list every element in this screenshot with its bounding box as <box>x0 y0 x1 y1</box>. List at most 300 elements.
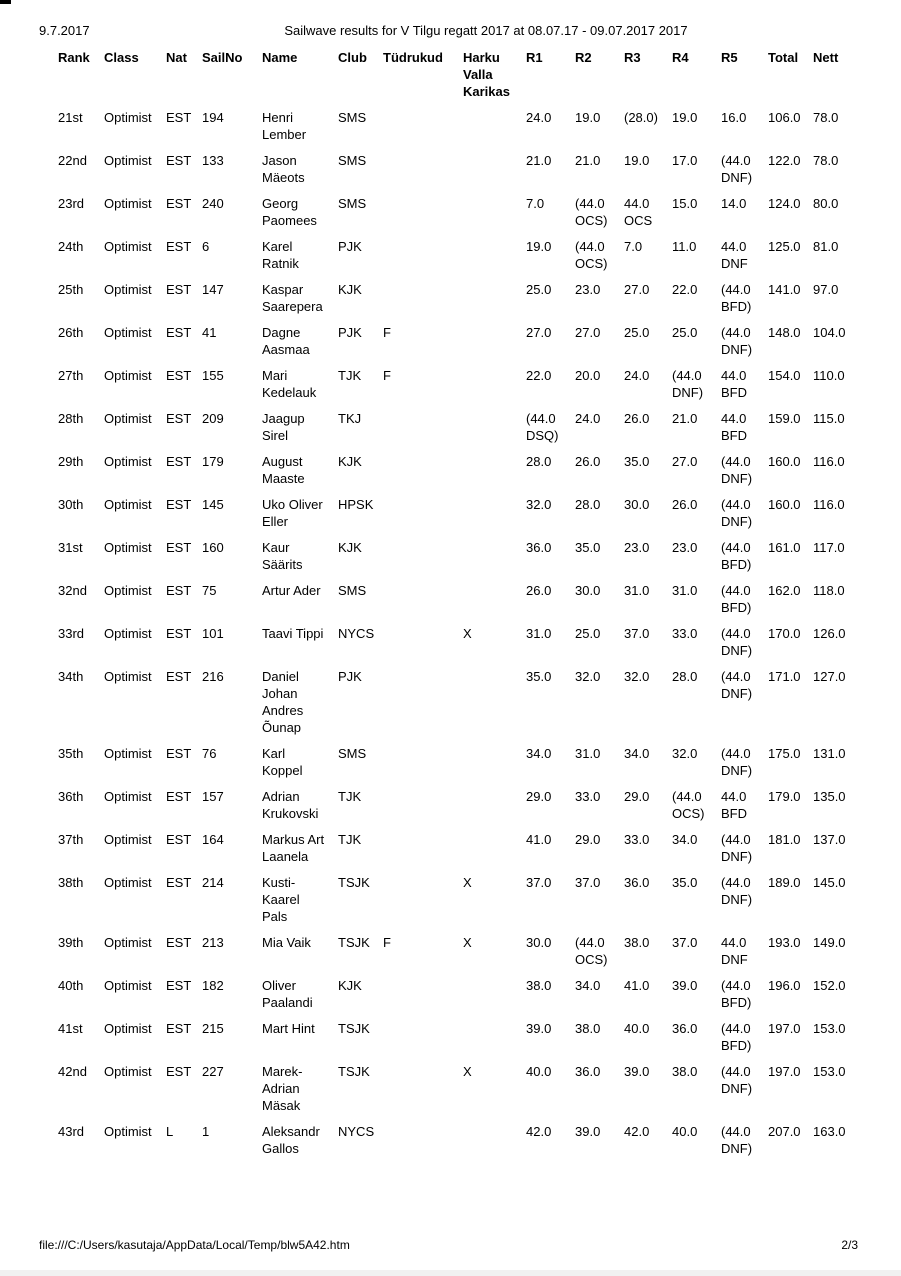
cell-tudrukud <box>383 152 463 195</box>
cell-r5: (44.0 DNF) <box>721 325 753 357</box>
cell-tudrukud <box>383 539 463 582</box>
cell-club: SMS <box>338 583 367 598</box>
cell-r2: 34.0 <box>575 978 601 993</box>
cell-total: 161.0 <box>768 540 801 555</box>
cell-total: 125.0 <box>768 239 801 254</box>
cell-r2: 28.0 <box>575 497 601 512</box>
cell-class: Optimist <box>104 196 152 211</box>
cell-r4: 33.0 <box>672 626 698 641</box>
cell-r3: 27.0 <box>624 282 650 297</box>
cell-r5: 44.0 BFD <box>721 789 747 821</box>
cell-rank: 33rd <box>58 626 85 641</box>
cell-sailno: 216 <box>202 669 224 684</box>
cell-name: Oliver Paalandi <box>262 978 313 1010</box>
cell-r4: 11.0 <box>672 239 697 254</box>
cell-name: Mia Vaik <box>262 935 311 950</box>
table-row <box>58 745 858 788</box>
cell-nett: 118.0 <box>813 583 845 598</box>
cell-r5: 44.0 BFD <box>721 368 747 400</box>
cell-r4: 21.0 <box>672 411 698 426</box>
cell-tudrukud <box>383 745 463 788</box>
column-header-class: Class <box>104 50 139 65</box>
cell-r4: (44.0 OCS) <box>672 789 705 821</box>
cell-r3: (28.0) <box>624 110 658 125</box>
cell-nett: 116.0 <box>813 454 845 469</box>
cell-r1: (44.0 DSQ) <box>526 411 559 443</box>
page-title: Sailwave results for V Tilgu regatt 2017 at 08.07.17 - 09.07.2017 2017 <box>284 23 688 38</box>
cell-r5: (44.0 BFD) <box>721 978 752 1010</box>
table-row <box>58 410 858 453</box>
cell-r5: 14.0 <box>721 196 747 211</box>
cell-sailno: 1 <box>202 1124 210 1139</box>
cell-harku-valla-karikas <box>463 453 526 496</box>
cell-class: Optimist <box>104 935 152 950</box>
table-row <box>58 152 858 195</box>
cell-r5: (44.0 DNF) <box>721 153 753 185</box>
cell-r5: (44.0 DNF) <box>721 875 753 907</box>
cell-total: 181.0 <box>768 832 801 847</box>
column-header-r4: R4 <box>672 50 689 65</box>
cell-r1: 7.0 <box>526 196 545 211</box>
cell-r1: 35.0 <box>526 669 552 684</box>
cell-nat: EST <box>166 540 192 555</box>
cell-tudrukud <box>383 1020 463 1063</box>
cell-name: Karel Ratnik <box>262 239 299 271</box>
cell-class: Optimist <box>104 540 152 555</box>
cell-nett: 145.0 <box>813 875 846 890</box>
cell-name: Artur Ader <box>262 583 321 598</box>
column-header-name: Name <box>262 50 298 65</box>
column-header-sailno: SailNo <box>202 50 243 65</box>
cell-r3: 23.0 <box>624 540 650 555</box>
cell-r4: 22.0 <box>672 282 698 297</box>
cell-nett: 152.0 <box>813 978 846 993</box>
cell-nat: EST <box>166 368 192 383</box>
cell-club: KJK <box>338 454 362 469</box>
cell-r3: 29.0 <box>624 789 650 804</box>
cell-r1: 24.0 <box>526 110 552 125</box>
table-row <box>58 109 858 152</box>
cell-nett: 97.0 <box>813 282 839 297</box>
cell-club: KJK <box>338 978 362 993</box>
cell-club: TSJK <box>338 875 370 890</box>
header-row <box>58 49 858 109</box>
cell-r5: 44.0 BFD <box>721 411 747 443</box>
cell-harku-valla-karikas <box>463 1020 526 1063</box>
cell-r5: (44.0 DNF) <box>721 454 753 486</box>
cell-r4: 31.0 <box>672 583 698 598</box>
cell-sailno: 76 <box>202 746 217 761</box>
cell-r1: 39.0 <box>526 1021 552 1036</box>
cell-rank: 41st <box>58 1021 83 1036</box>
cell-name: Adrian Krukovski <box>262 789 319 821</box>
table-row <box>58 977 858 1020</box>
cell-r2: 19.0 <box>575 110 601 125</box>
cell-r3: 42.0 <box>624 1124 650 1139</box>
cell-r2: 25.0 <box>575 626 601 641</box>
cell-name: Daniel Johan Andres Õunap <box>262 669 304 735</box>
cell-club: TJK <box>338 368 362 383</box>
page-footer <box>39 1238 858 1252</box>
cell-total: 122.0 <box>768 153 801 168</box>
table-row <box>58 788 858 831</box>
cell-r4: 40.0 <box>672 1124 698 1139</box>
cell-class: Optimist <box>104 110 152 125</box>
cell-r4: 26.0 <box>672 497 698 512</box>
cell-r4: 15.0 <box>672 196 698 211</box>
cell-nett: 117.0 <box>813 540 845 555</box>
cell-class: Optimist <box>104 669 152 684</box>
cell-tudrukud <box>383 238 463 281</box>
cell-sailno: 147 <box>202 282 224 297</box>
cell-class: Optimist <box>104 978 152 993</box>
table-row <box>58 238 858 281</box>
cell-nat: EST <box>166 497 192 512</box>
cell-r1: 21.0 <box>526 153 552 168</box>
cell-r1: 42.0 <box>526 1124 552 1139</box>
cell-r1: 25.0 <box>526 282 552 297</box>
cell-name: Kaur Säärits <box>262 540 303 572</box>
cell-r1: 34.0 <box>526 746 552 761</box>
cell-harku-valla-karikas <box>463 977 526 1020</box>
cell-r4: 23.0 <box>672 540 698 555</box>
cell-rank: 29th <box>58 454 84 469</box>
cell-club: TKJ <box>338 411 362 426</box>
table-row <box>58 874 858 934</box>
cell-nat: EST <box>166 282 192 297</box>
cell-harku-valla-karikas <box>463 367 526 410</box>
cell-total: 189.0 <box>768 875 801 890</box>
column-header-r1: R1 <box>526 50 543 65</box>
cell-r5: (44.0 BFD) <box>721 282 752 314</box>
cell-club: KJK <box>338 540 362 555</box>
cell-r5: (44.0 DNF) <box>721 746 753 778</box>
cell-class: Optimist <box>104 282 152 297</box>
cell-sailno: 155 <box>202 368 224 383</box>
cell-rank: 39th <box>58 935 84 950</box>
cell-r2: 31.0 <box>575 746 601 761</box>
cell-class: Optimist <box>104 454 152 469</box>
cell-harku-valla-karikas <box>463 1123 526 1166</box>
cell-rank: 32nd <box>58 583 87 598</box>
cell-name: Kusti-Kaarel Pals <box>262 875 300 924</box>
cell-r3: 38.0 <box>624 935 650 950</box>
page-edge-strip <box>0 1270 901 1276</box>
cell-r4: 32.0 <box>672 746 698 761</box>
cell-sailno: 227 <box>202 1064 224 1079</box>
cell-nett: 80.0 <box>813 196 839 211</box>
table-row <box>58 625 858 668</box>
column-header-club: Club <box>338 50 367 65</box>
cell-total: 124.0 <box>768 196 801 211</box>
cell-total: 159.0 <box>768 411 801 426</box>
cell-club: TJK <box>338 832 362 847</box>
cell-class: Optimist <box>104 1064 152 1079</box>
cell-r1: 38.0 <box>526 978 552 993</box>
cell-class: Optimist <box>104 153 152 168</box>
cell-r2: 29.0 <box>575 832 601 847</box>
cell-name: August Maaste <box>262 454 305 486</box>
cell-tudrukud <box>383 195 463 238</box>
column-header-nett: Nett <box>813 50 839 65</box>
cell-total: 160.0 <box>768 454 801 469</box>
cell-class: Optimist <box>104 368 152 383</box>
column-header-total: Total <box>768 50 799 65</box>
cell-r5: (44.0 DNF) <box>721 669 753 701</box>
cell-tudrukud <box>383 281 463 324</box>
cell-class: Optimist <box>104 832 152 847</box>
cell-club: SMS <box>338 746 367 761</box>
cell-total: 207.0 <box>768 1124 801 1139</box>
cell-club: TSJK <box>338 935 370 950</box>
cell-total: 160.0 <box>768 497 801 512</box>
table-row <box>58 934 858 977</box>
cell-tudrukud <box>383 625 463 668</box>
cell-class: Optimist <box>104 875 152 890</box>
cell-r1: 36.0 <box>526 540 552 555</box>
cell-tudrukud <box>383 1123 463 1166</box>
cell-r3: 33.0 <box>624 832 650 847</box>
cell-sailno: 101 <box>202 626 224 641</box>
cell-r2: 32.0 <box>575 669 601 684</box>
cell-sailno: 157 <box>202 789 224 804</box>
cell-r1: 27.0 <box>526 325 552 340</box>
cell-sailno: 213 <box>202 935 224 950</box>
cell-r4: 36.0 <box>672 1021 698 1036</box>
cell-sailno: 179 <box>202 454 224 469</box>
cell-rank: 37th <box>58 832 84 847</box>
cell-tudrukud <box>383 109 463 152</box>
cell-sailno: 75 <box>202 583 217 598</box>
cell-harku-valla-karikas <box>463 109 526 152</box>
cell-nett: 104.0 <box>813 325 846 340</box>
cell-rank: 27th <box>58 368 84 383</box>
cell-name: Dagne Aasmaa <box>262 325 310 357</box>
cell-rank: 35th <box>58 746 84 761</box>
footer-page-number: 2/3 <box>841 1238 858 1252</box>
cell-r3: 30.0 <box>624 497 650 512</box>
cell-sailno: 182 <box>202 978 224 993</box>
cell-r2: 36.0 <box>575 1064 601 1079</box>
cell-nat: EST <box>166 110 192 125</box>
cell-name: Karl Koppel <box>262 746 303 778</box>
cell-harku-valla-karikas <box>463 582 526 625</box>
cell-tudrukud: F <box>383 935 391 950</box>
cell-r3: 44.0 OCS <box>624 196 653 228</box>
cell-tudrukud <box>383 874 463 934</box>
table-row <box>58 195 858 238</box>
cell-rank: 30th <box>58 497 84 512</box>
cell-rank: 34th <box>58 669 84 684</box>
cell-tudrukud: F <box>383 368 391 383</box>
cell-r5: 44.0 DNF <box>721 239 748 271</box>
cell-r2: 23.0 <box>575 282 601 297</box>
cell-rank: 40th <box>58 978 84 993</box>
cell-r5: (44.0 BFD) <box>721 583 752 615</box>
column-header-r2: R2 <box>575 50 592 65</box>
cell-nat: EST <box>166 454 192 469</box>
cell-club: SMS <box>338 196 367 211</box>
cell-nat: EST <box>166 1064 192 1079</box>
cell-r5: 16.0 <box>721 110 747 125</box>
cell-r5: (44.0 DNF) <box>721 832 753 864</box>
cell-rank: 21st <box>58 110 83 125</box>
cell-r1: 19.0 <box>526 239 552 254</box>
cell-name: Aleksandr Gallos <box>262 1124 320 1156</box>
cell-harku-valla-karikas: X <box>463 1064 472 1079</box>
cell-tudrukud <box>383 410 463 453</box>
cell-total: 171.0 <box>768 669 801 684</box>
cell-r5: (44.0 BFD) <box>721 1021 752 1053</box>
cell-harku-valla-karikas <box>463 238 526 281</box>
cell-r2: 20.0 <box>575 368 601 383</box>
cell-harku-valla-karikas <box>463 324 526 367</box>
cell-harku-valla-karikas <box>463 831 526 874</box>
cell-r3: 25.0 <box>624 325 650 340</box>
cell-class: Optimist <box>104 325 152 340</box>
cell-nat: EST <box>166 875 192 890</box>
scan-artifact-mark <box>0 0 11 4</box>
cell-harku-valla-karikas <box>463 496 526 539</box>
cell-club: PJK <box>338 239 362 254</box>
cell-harku-valla-karikas: X <box>463 875 472 890</box>
cell-r2: 21.0 <box>575 153 601 168</box>
cell-nett: 135.0 <box>813 789 846 804</box>
cell-harku-valla-karikas <box>463 152 526 195</box>
cell-name: Mari Kedelauk <box>262 368 317 400</box>
cell-name: Taavi Tippi <box>262 626 324 641</box>
cell-r2: 30.0 <box>575 583 601 598</box>
cell-nat: EST <box>166 832 192 847</box>
results-table <box>58 49 858 1166</box>
cell-club: PJK <box>338 669 362 684</box>
cell-r2: 38.0 <box>575 1021 601 1036</box>
cell-sailno: 214 <box>202 875 224 890</box>
cell-sailno: 194 <box>202 110 224 125</box>
cell-r1: 31.0 <box>526 626 552 641</box>
cell-harku-valla-karikas <box>463 668 526 745</box>
cell-tudrukud <box>383 831 463 874</box>
cell-r1: 32.0 <box>526 497 552 512</box>
cell-harku-valla-karikas <box>463 539 526 582</box>
cell-r4: 17.0 <box>672 153 698 168</box>
cell-harku-valla-karikas <box>463 745 526 788</box>
cell-class: Optimist <box>104 583 152 598</box>
cell-nett: 81.0 <box>813 239 839 254</box>
cell-nett: 78.0 <box>813 153 839 168</box>
cell-club: NYCS <box>338 626 375 641</box>
cell-nett: 137.0 <box>813 832 846 847</box>
table-row <box>58 367 858 410</box>
cell-tudrukud <box>383 977 463 1020</box>
cell-sailno: 41 <box>202 325 217 340</box>
cell-name: Georg Paomees <box>262 196 317 228</box>
cell-total: 193.0 <box>768 935 801 950</box>
cell-nett: 153.0 <box>813 1021 846 1036</box>
table-row <box>58 582 858 625</box>
cell-harku-valla-karikas <box>463 195 526 238</box>
cell-nat: L <box>166 1124 174 1139</box>
cell-r1: 41.0 <box>526 832 552 847</box>
cell-r2: (44.0 OCS) <box>575 935 608 967</box>
cell-total: 179.0 <box>768 789 801 804</box>
cell-class: Optimist <box>104 1021 152 1036</box>
cell-r4: 19.0 <box>672 110 698 125</box>
cell-rank: 43rd <box>58 1124 85 1139</box>
table-row <box>58 1063 858 1123</box>
table-row <box>58 496 858 539</box>
cell-r3: 31.0 <box>624 583 650 598</box>
cell-nat: EST <box>166 978 192 993</box>
cell-nat: EST <box>166 746 192 761</box>
cell-nat: EST <box>166 669 192 684</box>
cell-r4: 25.0 <box>672 325 698 340</box>
cell-nett: 126.0 <box>813 626 846 641</box>
cell-r1: 30.0 <box>526 935 552 950</box>
cell-nat: EST <box>166 935 192 950</box>
cell-r2: (44.0 OCS) <box>575 239 608 271</box>
cell-nett: 115.0 <box>813 411 845 426</box>
cell-r3: 34.0 <box>624 746 650 761</box>
table-row <box>58 831 858 874</box>
cell-r5: (44.0 DNF) <box>721 497 753 529</box>
cell-rank: 23rd <box>58 196 85 211</box>
cell-harku-valla-karikas <box>463 410 526 453</box>
print-date: 9.7.2017 <box>39 23 90 38</box>
cell-r3: 7.0 <box>624 239 643 254</box>
cell-r3: 19.0 <box>624 153 650 168</box>
cell-club: PJK <box>338 325 362 340</box>
cell-nett: 131.0 <box>813 746 846 761</box>
cell-rank: 26th <box>58 325 84 340</box>
cell-rank: 24th <box>58 239 84 254</box>
cell-tudrukud: F <box>383 325 391 340</box>
cell-harku-valla-karikas: X <box>463 935 472 950</box>
cell-name: Markus Art Laanela <box>262 832 325 864</box>
cell-sailno: 240 <box>202 196 224 211</box>
cell-r2: 27.0 <box>575 325 601 340</box>
cell-rank: 28th <box>58 411 84 426</box>
cell-rank: 36th <box>58 789 84 804</box>
cell-r1: 29.0 <box>526 789 552 804</box>
cell-tudrukud <box>383 668 463 745</box>
cell-sailno: 209 <box>202 411 224 426</box>
cell-nett: 149.0 <box>813 935 846 950</box>
cell-sailno: 215 <box>202 1021 224 1036</box>
column-header-tudrukud: Tüdrukud <box>383 50 443 65</box>
cell-r3: 32.0 <box>624 669 650 684</box>
page-header <box>0 23 901 38</box>
cell-club: NYCS <box>338 1124 375 1139</box>
cell-r4: 35.0 <box>672 875 698 890</box>
cell-rank: 42nd <box>58 1064 87 1079</box>
cell-harku-valla-karikas <box>463 788 526 831</box>
cell-r1: 26.0 <box>526 583 552 598</box>
cell-r5: (44.0 DNF) <box>721 1124 753 1156</box>
cell-rank: 25th <box>58 282 84 297</box>
cell-sailno: 6 <box>202 239 210 254</box>
cell-tudrukud <box>383 496 463 539</box>
column-header-nat: Nat <box>166 50 187 65</box>
cell-club: TSJK <box>338 1021 370 1036</box>
cell-r5: 44.0 DNF <box>721 935 748 967</box>
cell-sailno: 145 <box>202 497 224 512</box>
footer-file-path: file:///C:/Users/kasutaja/AppData/Local/Temp/blw5A42.htm <box>39 1238 350 1252</box>
column-header-r3: R3 <box>624 50 641 65</box>
cell-r3: 26.0 <box>624 411 650 426</box>
cell-harku-valla-karikas <box>463 281 526 324</box>
cell-r5: (44.0 DNF) <box>721 1064 753 1096</box>
